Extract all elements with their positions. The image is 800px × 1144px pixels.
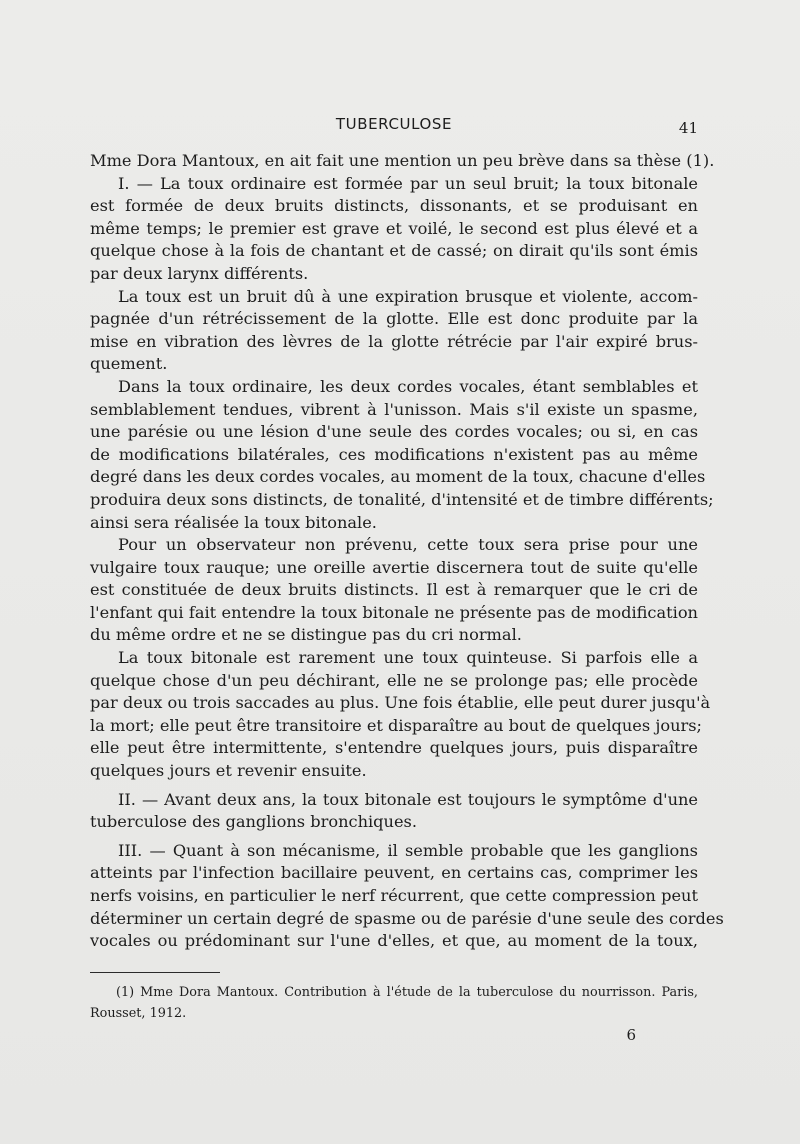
body_lines-line: quement. xyxy=(90,354,168,374)
body-text xyxy=(90,150,724,953)
footnote_lines-line: (1) Mme Dora Mantoux. Contribution à l'étude de la tuberculose du nourrisson. Paris, xyxy=(116,985,698,1000)
body_lines-line: pagnée d'un rétrécissement de la glotte. Elle est donc produite par la xyxy=(90,309,698,329)
footnote-rule xyxy=(90,972,220,973)
body_lines-line: vocales ou prédominant sur l'une d'elles, et que, au moment de la toux, xyxy=(90,931,698,951)
body_lines-line: une parésie ou une lésion d'une seule des cordes vocales; ou si, en cas xyxy=(90,422,698,442)
body_lines-line: La toux est un bruit dû à une expiration brusque et violente, accom- xyxy=(118,286,698,306)
running-header xyxy=(90,111,698,135)
body_lines-line: vulgaire toux rauque; une oreille avertie discernera tout de suite qu'elle xyxy=(90,557,698,577)
signature-mark: 6 xyxy=(626,1026,636,1044)
body_lines-line: par deux larynx différents. xyxy=(90,263,309,283)
body_lines-line: atteints par l'infection bacillaire peuvent, en certains cas, comprimer les xyxy=(90,863,698,883)
body_lines-line: I. — La toux ordinaire est formée par un seul bruit; la toux bitonale xyxy=(118,173,698,193)
body_lines-line: tuberculose des ganglions bronchiques. xyxy=(90,812,417,832)
body_lines-line: nerfs voisins, en particulier le nerf récurrent, que cette compression peut xyxy=(90,886,698,905)
body_lines-line: déterminer un certain degré de spasme ou de parésie d'une seule des cordes xyxy=(90,908,724,928)
body_lines-line: mise en vibration des lèvres de la glotte rétrécie par l'air expiré brus- xyxy=(90,331,698,351)
body_lines-line: La toux bitonale est rarement une toux quinteuse. Si parfois elle a xyxy=(118,648,698,668)
body_lines-line: quelque chose à la fois de chantant et de cassé; on dirait qu'ils sont émis xyxy=(90,241,698,261)
body_lines-line: II. — Avant deux ans, la toux bitonale est toujours le symptôme d'une xyxy=(118,789,698,809)
body_lines-line: est formée de deux bruits distincts, dissonants, et se produisant en xyxy=(90,196,698,216)
body_lines-line: Mme Dora Mantoux, en ait fait une mention un peu brève dans sa thèse (1). xyxy=(90,151,715,170)
body_lines-line: du même ordre et ne se distingue pas du cri normal. xyxy=(90,625,522,645)
body_lines-line: degré dans les deux cordes vocales, au moment de la toux, chacune d'elles xyxy=(90,467,706,487)
body_lines-line: ainsi sera réalisée la toux bitonale. xyxy=(90,512,377,532)
footnote xyxy=(90,982,698,1024)
body_lines-line: Pour un observateur non prévenu, cette toux sera prise pour une xyxy=(118,535,698,555)
body_lines-line: quelques jours et revenir ensuite. xyxy=(90,761,367,781)
body_lines-line: III. — Quant à son mécanisme, il semble probable que les ganglions xyxy=(118,840,698,860)
body_lines-line: même temps; le premier est grave et voilé, le second est plus élevé et a xyxy=(90,218,698,238)
footnote_lines-line: Rousset, 1912. xyxy=(90,1006,187,1021)
body_lines-line: produira deux sons distincts, de tonalité, d'intensité et de timbre différents; xyxy=(90,489,714,509)
body_lines-line: de modifications bilatérales, ces modifications n'existent pas au même xyxy=(90,444,698,464)
body_lines-line: la mort; elle peut être transitoire et disparaître au bout de quelques jours; xyxy=(90,715,703,735)
body_lines-line: Dans la toux ordinaire, les deux cordes vocales, étant semblables et xyxy=(118,376,698,396)
body_lines-line: est constituée de deux bruits distincts. Il est à remarquer que le cri de xyxy=(90,580,698,600)
running-title: TUBERCULOSE xyxy=(335,115,453,133)
body_lines-line: l'enfant qui fait entendre la toux bitonale ne présente pas de modification xyxy=(90,602,698,622)
body_lines-line: par deux ou trois saccades au plus. Une fois établie, elle peut durer jusqu'à xyxy=(90,693,711,713)
page-number: 41 xyxy=(678,119,698,137)
body_lines-line: elle peut être intermittente, s'entendre quelques jours, puis disparaître xyxy=(90,738,698,758)
body_lines-line: semblablement tendues, vibrent à l'unisson. Mais s'il existe un spasme, xyxy=(90,399,698,419)
body_lines-line: quelque chose d'un peu déchirant, elle ne se prolonge pas; elle procède xyxy=(90,670,698,690)
